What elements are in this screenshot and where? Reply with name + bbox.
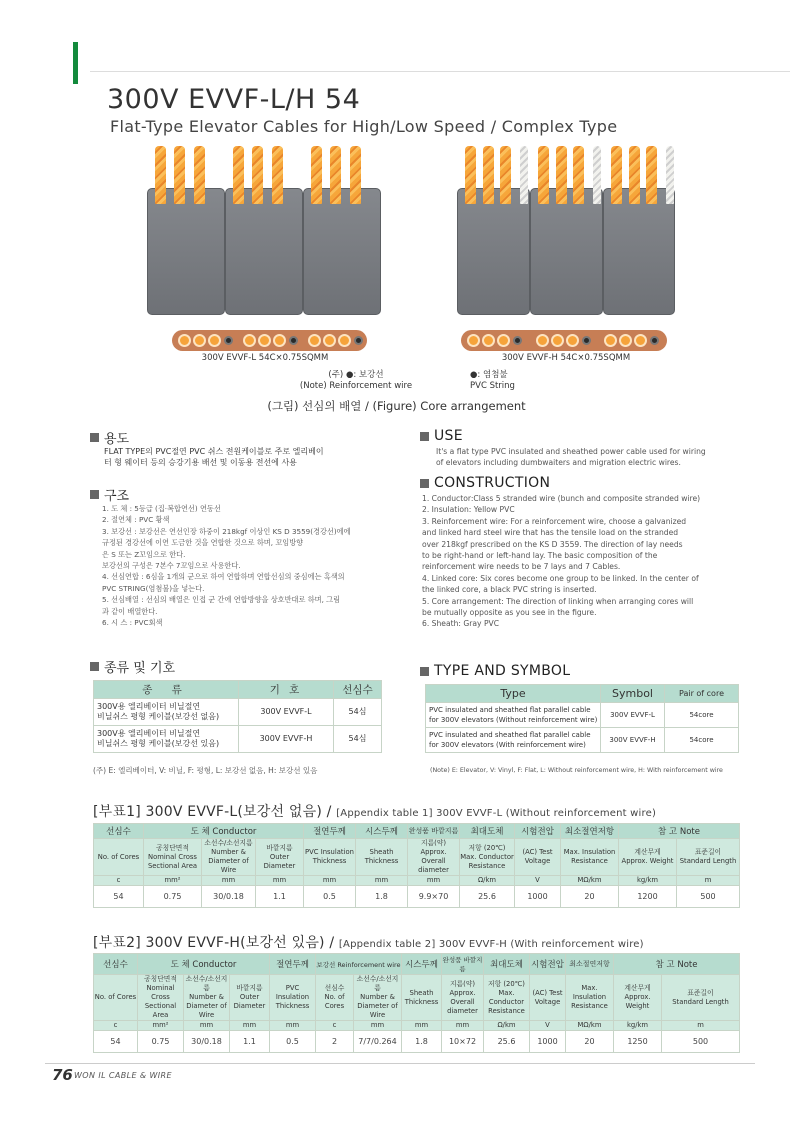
text-line: 1. 도 체 : 5등급 (집·복합연선) 연동선 — [102, 504, 221, 513]
text-line: and linked hard steel wire that has the tensile load on the stranded — [422, 528, 679, 538]
type-line: 300V용 엘리베이터 비닐절연 — [97, 729, 201, 738]
text-line: 3. Reinforcement wire: For a reinforcement wire, choose a galvanized — [422, 516, 687, 526]
appendix1-title — [93, 801, 656, 821]
a2-h-voltage: 시험전압 — [530, 954, 566, 975]
a2-h-note: 참 고 Note — [614, 954, 740, 975]
unit-cell: mm² — [144, 876, 202, 886]
a2-sub-strand-kr: 소선수/소선지름 — [185, 975, 228, 992]
insulated-core-wire — [272, 146, 283, 204]
reinforcement-wire — [666, 146, 674, 204]
unit-cell: m — [662, 1021, 740, 1031]
text-line: FLAT TYPE의 PVC절연 PVC 쉬스 전원케이블로 주로 엘리베이 — [104, 447, 324, 456]
core-dot — [634, 334, 647, 347]
figure-caption: (그림) 선심의 배열 / (Figure) Core arrangement — [267, 399, 526, 413]
note-left-en: (Note) Reinforcement wire — [299, 381, 413, 391]
value-cell: 20 — [561, 886, 619, 908]
a1-sub-sheath: Sheath Thickness — [356, 839, 408, 876]
type-line: PVC insulated and sheathed flat parallel cable — [429, 706, 591, 714]
value-cell: 1.1 — [256, 886, 304, 908]
insulated-core-wire — [483, 146, 494, 204]
a1-sub-length — [677, 839, 740, 876]
a1-h-insulation: 절연두께 — [304, 824, 356, 839]
a2-sub-area-kr: 공칭단면적 — [144, 975, 177, 983]
use-heading-kr-text: 용도 — [104, 432, 130, 447]
a2-sub-resistance — [484, 975, 530, 1021]
a1-sub-weight-kr: 계산무게 — [634, 848, 661, 856]
a1-sub-od — [256, 839, 304, 876]
a1-sub-diameter — [408, 839, 460, 876]
a2-sub-reinf-strand-en: Number & Diameter of Wire — [357, 993, 398, 1019]
a2-sub-weight-kr: 계산무게 — [624, 984, 651, 992]
value-cell: 0.75 — [138, 1031, 184, 1053]
a2-sub-diameter-en: Approx. Overall diameter — [447, 988, 478, 1015]
use-heading-kr — [90, 428, 129, 447]
symbol-cell: 300V EVVF-L — [601, 703, 665, 728]
a2-sub-resistance-kr: 저항 (20℃) — [488, 979, 525, 988]
a2-sub-reinf-strand — [354, 975, 402, 1021]
appendix2-title-kr: [부표2] 300V EVVF-H(보강선 있음) / — [93, 935, 339, 951]
insulated-core-wire — [500, 146, 511, 204]
a1-h-conductor: 도 체 Conductor — [144, 824, 304, 839]
bullet-square-icon — [420, 432, 429, 441]
a2-sub-od-en: Outer Diameter — [233, 993, 266, 1010]
core-dot — [243, 334, 256, 347]
type-heading-kr-text: 종류 및 기호 — [104, 661, 176, 676]
a2-sub-length — [662, 975, 740, 1021]
a2-sub-voltage: (AC) Test Voltage — [530, 975, 566, 1021]
page-title: 300V EVVF-L/H 54 — [107, 84, 361, 115]
value-cell: 1.8 — [356, 886, 408, 908]
core-dot — [338, 334, 351, 347]
a2-sub-length-kr: 표준길이 — [687, 988, 714, 997]
insulated-core-wire — [556, 146, 567, 204]
text-line: 3. 보강선 : 보강선은 연선인장 하중이 218kgf 이상인 KS D 3559(경강선)에에 — [102, 526, 351, 536]
core-dot — [193, 334, 206, 347]
reinforcement-wire — [520, 146, 528, 204]
pvc-string-dot — [224, 336, 233, 345]
a2-sub-insulation: PVC Insulation Thickness — [270, 975, 316, 1021]
text-line: 4. 선심연합 : 6심을 1개의 군으로 하여 연합하며 연합선심의 중심에는 흑색의 — [102, 572, 345, 582]
unit-cell: MΩ/km — [561, 876, 619, 886]
text-line: 5. 선심배열 : 선심의 배열은 인접 군 간에 연합방향을 상호반대로 하며, 그림 — [102, 595, 341, 605]
a1-sub-strand — [202, 839, 256, 876]
appendix2-units-row — [94, 1021, 740, 1031]
a1-sub-cores: No. of Cores — [94, 839, 144, 876]
use-text-en — [436, 446, 756, 469]
value-cell: 1.1 — [230, 1031, 270, 1053]
appendix2-table — [93, 953, 740, 1053]
value-cell: 1200 — [619, 886, 677, 908]
insulated-core-wire — [252, 146, 263, 204]
text-line: 은 S 또는 Z꼬임으로 한다. — [102, 549, 186, 559]
type-footnote-kr: (주) E: 엘리베이터, V: 비닐, F: 평형, L: 보강선 없음, H: 보강선 있음 — [93, 766, 318, 775]
text-line: 2. Insulation: Yellow PVC — [422, 505, 515, 515]
core-dot — [273, 334, 286, 347]
core-dot — [467, 334, 480, 347]
unit-cell: mm — [354, 1021, 402, 1031]
cable-group-segment — [225, 188, 303, 315]
unit-cell: mm — [442, 1021, 484, 1031]
core-dot — [566, 334, 579, 347]
text-line: 6. Sheath: Gray PVC — [422, 619, 500, 629]
right-cable-label: 300V EVVF-H 54C×0.75SQMM — [501, 353, 631, 363]
unit-cell: mm — [202, 876, 256, 886]
bullet-square-icon — [420, 667, 429, 676]
a2-h-insres: 최소절연저항 — [566, 954, 614, 975]
text-line: 보강선의 구성은 7본수 7꼬임으로 사용한다. — [102, 561, 241, 571]
bullet-square-icon — [90, 490, 99, 499]
appendix1-units-row — [94, 876, 740, 886]
core-dot — [536, 334, 549, 347]
type-table-kr — [93, 680, 382, 753]
a1-sub-length-en: Standard Length — [679, 857, 737, 865]
value-cell: 0.75 — [144, 886, 202, 908]
unit-cell: V — [515, 876, 561, 886]
a2-h-sheath: 시스두께 — [402, 954, 442, 975]
cable-illustration-evvf-l — [147, 146, 383, 356]
unit-cell: m — [677, 876, 740, 886]
unit-cell: c — [316, 1021, 354, 1031]
cores-cell: 54core — [665, 728, 739, 753]
construction-heading-en-text: CONSTRUCTION — [434, 475, 551, 491]
text-line: be mutually opposite as you see in the figure. — [422, 608, 597, 618]
type-line: for 300V elevators (Without reinforcement wire) — [429, 716, 598, 724]
unit-cell: V — [530, 1021, 566, 1031]
value-cell: 30/0.18 — [202, 886, 256, 908]
insulated-core-wire — [538, 146, 549, 204]
value-cell: 1250 — [614, 1031, 662, 1053]
bullet-square-icon — [90, 662, 99, 671]
core-dot — [323, 334, 336, 347]
a2-sub-resistance-en: Max. Conductor Resistance — [488, 988, 525, 1015]
appendix1-title-en: [Appendix table 1] 300V EVVF-L (Without reinforcement wire) — [336, 808, 657, 819]
unit-cell: kg/km — [619, 876, 677, 886]
insulated-core-wire — [330, 146, 341, 204]
unit-cell: Ω/km — [484, 1021, 530, 1031]
a1-sub-resistance-en: Max. Conductor Resistance — [460, 852, 514, 870]
reinforcement-wire — [593, 146, 601, 204]
top-divider — [90, 71, 790, 72]
core-dot — [604, 334, 617, 347]
symbol-col-header: 기 호 — [239, 681, 334, 699]
cores-cell: 54core — [665, 703, 739, 728]
unit-cell: mm — [408, 876, 460, 886]
a2-h-conductor: 도 체 Conductor — [138, 954, 270, 975]
a1-h-resistance: 최대도체 — [460, 824, 515, 839]
value-cell: 1.8 — [402, 1031, 442, 1053]
cable-illustration-evvf-h — [457, 146, 675, 356]
value-cell: 1000 — [515, 886, 561, 908]
insulated-core-wire — [194, 146, 205, 204]
a1-sub-area — [144, 839, 202, 876]
type-cell — [426, 728, 601, 753]
a2-sub-diameter-kr: 지름(약) — [449, 979, 475, 988]
pvc-string-dot — [354, 336, 363, 345]
a1-sub-diameter-kr: 지름(약) — [420, 839, 446, 847]
value-cell: 10×72 — [442, 1031, 484, 1053]
a1-sub-weight-en: Approx. Weight — [621, 857, 674, 865]
insulated-core-wire — [233, 146, 244, 204]
a2-sub-reinf-cores-en: No. of Cores — [324, 993, 345, 1010]
pvc-string-dot — [513, 336, 522, 345]
a1-sub-resistance-kr: 저항 (20℃) — [468, 843, 506, 852]
unit-cell: mm — [402, 1021, 442, 1031]
text-line: 6. 시 스 : PVC회색 — [102, 618, 163, 628]
type-line: 비닐쉬스 평형 케이블(보강선 없음) — [97, 712, 220, 721]
page-subtitle: Flat-Type Elevator Cables for High/Low Speed / Complex Type — [110, 117, 618, 136]
unit-cell: Ω/km — [460, 876, 515, 886]
text-line: to be right-hand or left-hand lay. The basic composition of the — [422, 551, 658, 561]
cable-group-segment — [603, 188, 675, 315]
table-row — [94, 699, 382, 726]
insulated-core-wire — [155, 146, 166, 204]
a2-sub-area — [138, 975, 184, 1021]
appendix2-title — [93, 932, 644, 952]
a2-h-diameter: 완성품 바깥지름 — [442, 954, 484, 975]
value-cell: 30/0.18 — [184, 1031, 230, 1053]
type-line: PVC insulated and sheathed flat parallel cable — [429, 731, 591, 739]
insulated-core-wire — [174, 146, 185, 204]
table-row — [94, 726, 382, 753]
a2-sub-length-en: Standard Length — [672, 997, 729, 1006]
core-dot — [308, 334, 321, 347]
value-cell: 0.5 — [304, 886, 356, 908]
value-cell: 500 — [677, 886, 740, 908]
a1-sub-area-kr: 공칭단면적 — [156, 843, 189, 852]
cable-group-segment — [530, 188, 603, 315]
value-cell: 25.6 — [484, 1031, 530, 1053]
value-cell: 2 — [316, 1031, 354, 1053]
a1-h-sheath: 시스두께 — [356, 824, 408, 839]
symbol-cell: 300V EVVF-L — [239, 699, 334, 726]
note-left-kr: (주) ●: 보강선 — [328, 370, 384, 380]
type-cell — [426, 703, 601, 728]
text-line: the linked core, a black PVC string is inserted. — [422, 585, 597, 595]
unit-cell: mm² — [138, 1021, 184, 1031]
brand-footer: WON IL CABLE & WIRE — [74, 1071, 172, 1080]
note-pvc-string — [470, 370, 515, 392]
core-dot — [619, 334, 632, 347]
bullet-square-icon — [420, 479, 429, 488]
core-dot — [178, 334, 191, 347]
value-cell: 9.9×70 — [408, 886, 460, 908]
type-table-en — [425, 684, 739, 753]
table-row — [94, 1031, 740, 1053]
a1-sub-area-en: Nominal Cross Sectional Area — [147, 852, 198, 870]
type-col-header: 종 류 — [94, 681, 239, 699]
text-line: 터 형 웨이터 등의 승강기용 배선 및 이동용 전선에 사용 — [104, 458, 297, 468]
a1-sub-insulation: PVC Insulation Thickness — [304, 839, 356, 876]
type-cell — [94, 726, 239, 753]
text-line: PVC STRING(염첨불)을 넣는다. — [102, 583, 205, 593]
a2-h-cores: 선심수 — [94, 954, 138, 975]
value-cell: 54 — [94, 1031, 138, 1053]
a1-sub-voltage: (AC) Test Voltage — [515, 839, 561, 876]
text-line: 2. 절연체 : PVC 황색 — [102, 515, 170, 525]
pvc-string-dot — [650, 336, 659, 345]
insulated-core-wire — [350, 146, 361, 204]
pvc-string-dot — [289, 336, 298, 345]
a2-sub-area-en: Nominal Cross Sectional Area — [144, 984, 177, 1019]
insulated-core-wire — [573, 146, 584, 204]
structure-heading-kr — [90, 485, 129, 504]
text-line: reinforcement wire needs to be 7 lays and 7 Cables. — [422, 562, 621, 572]
text-line: 규정된 경강선에 이연 도금한 것을 연합한 것으로 하며, 꼬임방향 — [102, 538, 304, 548]
note-reinforcement-wire — [291, 370, 421, 392]
value-cell: 20 — [566, 1031, 614, 1053]
section-marker — [73, 42, 78, 84]
type-line: 비닐쉬스 평형 케이블(보강선 있음) — [97, 739, 220, 748]
a2-sub-sheath: Sheath Thickness — [402, 975, 442, 1021]
unit-cell: mm — [356, 876, 408, 886]
unit-cell: mm — [184, 1021, 230, 1031]
construction-text-en — [422, 493, 752, 630]
a2-sub-od-kr: 바깥지름 — [236, 984, 263, 992]
type-cell — [94, 699, 239, 726]
cable-group-segment — [303, 188, 381, 315]
text-line: 5. Core arrangement: The direction of linking when arranging cores will — [422, 596, 694, 606]
a1-sub-od-kr: 바깥지름 — [266, 843, 293, 852]
insulated-core-wire — [611, 146, 622, 204]
a2-sub-weight-en: Approx. Weight — [624, 993, 651, 1010]
a2-sub-cores: No. of Cores — [94, 975, 138, 1021]
type-line: for 300V elevators (With reinforcement wire) — [429, 741, 586, 749]
construction-heading-en — [420, 475, 550, 491]
table-row — [426, 728, 739, 753]
cores-col-header: Pair of core — [665, 685, 739, 703]
unit-cell: c — [94, 1021, 138, 1031]
core-dot — [208, 334, 221, 347]
core-dot — [482, 334, 495, 347]
text-line: It's a flat type PVC insulated and sheathed power cable used for wiring — [436, 447, 706, 456]
bottom-divider — [45, 1063, 755, 1064]
use-heading-en-text: USE — [434, 428, 463, 444]
text-line: of elevators including dumbwaiters and migration electric wires. — [436, 458, 681, 468]
cores-cell: 54심 — [334, 699, 382, 726]
structure-text-kr — [102, 503, 412, 628]
a1-sub-length-kr: 표준길이 — [694, 848, 722, 856]
insulated-core-wire — [311, 146, 322, 204]
a1-sub-diameter-en: Approx. Overall diameter — [418, 848, 449, 874]
unit-cell: mm — [230, 1021, 270, 1031]
unit-cell: c — [94, 876, 144, 886]
a1-h-diameter: 완성품 바깥지름 — [408, 824, 460, 839]
a1-h-note: 참 고 Note — [619, 824, 740, 839]
cores-col-header: 선심수 — [334, 681, 382, 699]
unit-cell: mm — [304, 876, 356, 886]
cores-cell: 54심 — [334, 726, 382, 753]
type-footnote-en: (Note) E: Elevator, V: Vinyl, F: Flat, L: Without reinforcement wire, H: With reinforcement wire — [430, 767, 723, 774]
core-dot — [258, 334, 271, 347]
a1-sub-insres: Max. Insulation Resistance — [561, 839, 619, 876]
core-arrangement-strip — [172, 330, 367, 351]
text-line: 과 같이 배열한다. — [102, 606, 158, 616]
a2-h-resistance: 최대도체 — [484, 954, 530, 975]
value-cell: 1000 — [530, 1031, 566, 1053]
a2-sub-od — [230, 975, 270, 1021]
page-number: 76 — [52, 1066, 73, 1084]
insulated-core-wire — [646, 146, 657, 204]
unit-cell: mm — [270, 1021, 316, 1031]
cable-group-segment — [147, 188, 225, 315]
a1-sub-od-en: Outer Diameter — [263, 852, 296, 870]
unit-cell: mm — [256, 876, 304, 886]
left-cable-label: 300V EVVF-L 54C×0.75SQMM — [201, 353, 329, 363]
insulated-core-wire — [629, 146, 640, 204]
type-heading-kr — [90, 657, 175, 676]
value-cell: 0.5 — [270, 1031, 316, 1053]
a1-sub-strand-kr: 소선수/소선지름 — [204, 839, 253, 847]
bullet-square-icon — [90, 433, 99, 442]
core-dot — [551, 334, 564, 347]
a2-sub-reinf-cores-kr: 선심수 — [324, 984, 345, 992]
structure-heading-kr-text: 구조 — [104, 489, 130, 504]
text-line: over 218kgf prescribed on the KS D 3559. The direction of lay needs — [422, 539, 683, 549]
a2-sub-weight — [614, 975, 662, 1021]
a1-h-cores: 선심수 — [94, 824, 144, 839]
symbol-cell: 300V EVVF-H — [601, 728, 665, 753]
symbol-col-header: Symbol — [601, 685, 665, 703]
a1-sub-weight — [619, 839, 677, 876]
table-row — [426, 703, 739, 728]
a2-h-insulation: 절연두께 — [270, 954, 316, 975]
appendix1-table — [93, 823, 740, 908]
a2-sub-insres: Max. Insulation Resistance — [566, 975, 614, 1021]
unit-cell: kg/km — [614, 1021, 662, 1031]
value-cell: 500 — [662, 1031, 740, 1053]
note-right-kr: ●: 염첨불 — [470, 370, 508, 380]
pvc-string-dot — [582, 336, 591, 345]
core-dot — [497, 334, 510, 347]
type-heading-en — [420, 663, 570, 679]
type-line: 300V용 엘리베이터 비닐절연 — [97, 702, 201, 711]
value-cell: 7/7/0.264 — [354, 1031, 402, 1053]
appendix1-title-kr: [부표1] 300V EVVF-L(보강선 없음) / — [93, 804, 337, 820]
type-col-header: Type — [426, 685, 601, 703]
table-row — [94, 886, 740, 908]
text-line: 4. Linked core: Six cores become one group to be linked. In the center of — [422, 573, 699, 583]
type-heading-en-text: TYPE AND SYMBOL — [434, 663, 571, 679]
a1-sub-resistance — [460, 839, 515, 876]
insulated-core-wire — [465, 146, 476, 204]
a2-h-reinf: 보강선 Reinforcement wire — [316, 954, 402, 975]
a2-sub-reinf-strand-kr: 소선수/소선지름 — [356, 975, 399, 992]
a1-h-voltage: 시험전압 — [515, 824, 561, 839]
a2-sub-reinf-cores — [316, 975, 354, 1021]
a2-sub-strand — [184, 975, 230, 1021]
value-cell: 25.6 — [460, 886, 515, 908]
core-arrangement-strip — [461, 330, 667, 351]
note-right-en: PVC String — [470, 381, 515, 391]
value-cell: 54 — [94, 886, 144, 908]
use-text-kr — [104, 446, 404, 469]
unit-cell: MΩ/km — [566, 1021, 614, 1031]
a2-sub-diameter — [442, 975, 484, 1021]
text-line: 1. Conductor:Class 5 stranded wire (bunch and composite stranded wire) — [422, 494, 701, 503]
appendix2-title-en: [Appendix table 2] 300V EVVF-H (With reinforcement wire) — [338, 939, 644, 950]
symbol-cell: 300V EVVF-H — [239, 726, 334, 753]
a2-sub-strand-en: Number & Diameter of Wire — [186, 993, 227, 1019]
use-heading-en — [420, 428, 463, 444]
a1-h-insres: 최소절연저항 — [561, 824, 619, 839]
a1-sub-strand-en: Number & Diameter of Wire — [208, 848, 249, 874]
cable-group-segment — [457, 188, 530, 315]
